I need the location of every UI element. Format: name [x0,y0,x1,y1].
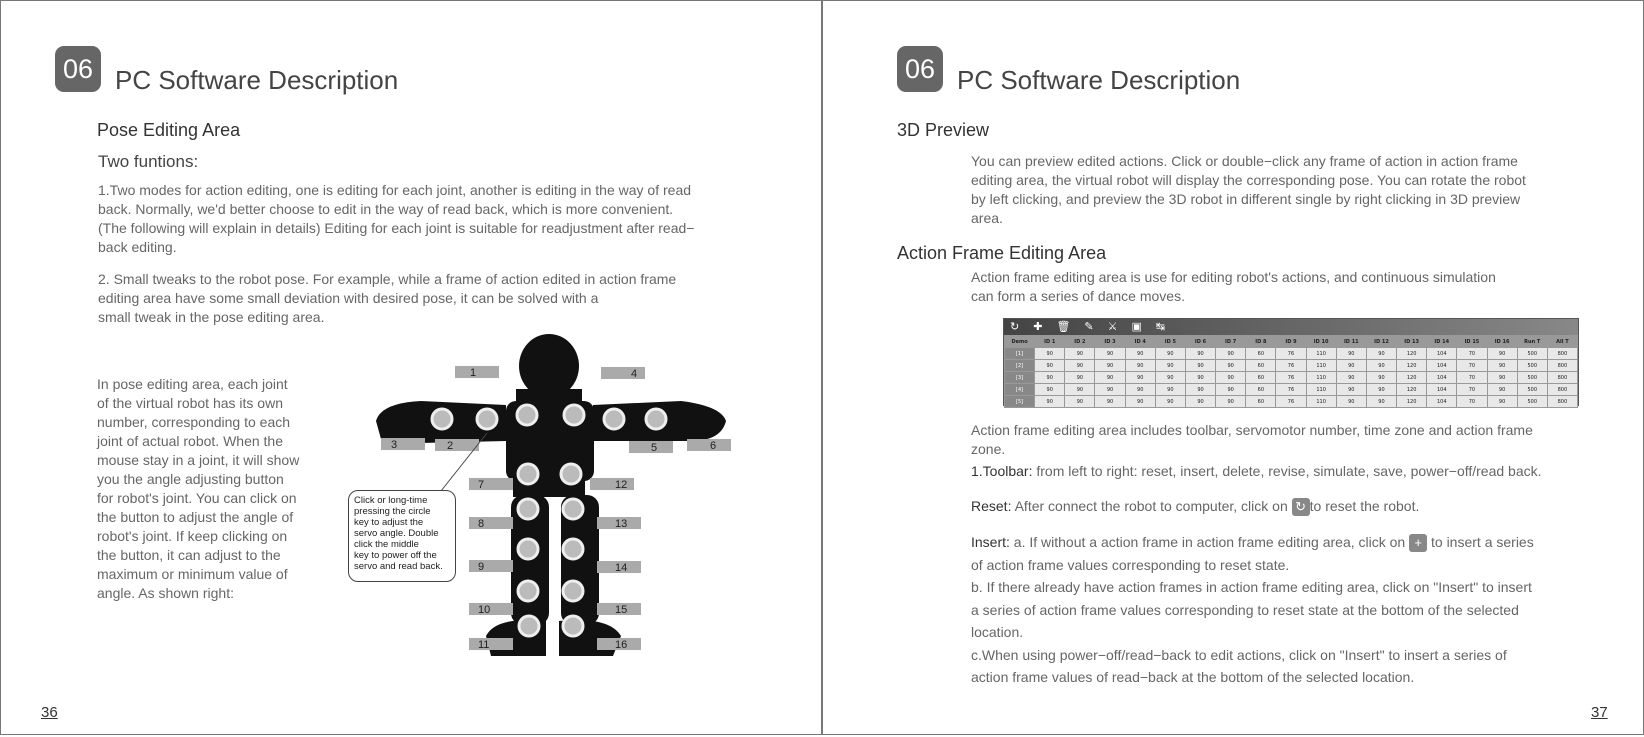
table-header-cell: All T [1547,336,1577,348]
reset-text: After connect the robot to computer, click on [1011,498,1292,514]
save-icon[interactable]: ▣ [1131,321,1142,333]
table-header-cell: ID 16 [1487,336,1517,348]
table-header-cell: Run T [1517,336,1547,348]
servo-value-cell[interactable]: 90 [1366,372,1396,384]
text-line: can form a series of dance moves. [971,288,1185,304]
power-off-read-back-icon[interactable]: ↹ [1155,321,1166,333]
toolbar-label: 1.Toolbar: [971,463,1033,479]
servo-value-cell[interactable]: 90 [1185,384,1215,396]
servo-value-cell[interactable]: 70 [1457,372,1487,384]
text-line: angle. As shown right: [97,585,234,601]
svg-text:8: 8 [478,518,485,530]
table-header-cell: ID 7 [1216,336,1246,348]
table-header-row [1005,336,1578,348]
text-line: Action frame editing area includes toolbar, servomotor number, time zone and action frame [971,422,1533,438]
text-line: back. Normally, we'd better choose to edit in the way of read back, which is more convenient. [98,201,674,217]
text-line: joint of actual robot. When the [97,433,283,449]
servo-value-cell[interactable]: 76 [1276,372,1306,384]
text-line: editing area have some small deviation with desired pose, it can be solved with a [98,290,599,306]
text-line: c.When using power−off/read−back to edit actions, click on "Insert" to insert a series of [971,646,1507,663]
svg-text:16: 16 [615,639,628,651]
servo-value-cell[interactable]: 90 [1336,384,1366,396]
subsection-heading: Two funtions: [98,152,199,171]
servo-value-cell[interactable]: 70 [1457,384,1487,396]
insert-icon[interactable]: ✚ [1033,321,1043,333]
text-line: you the angle adjusting button [97,471,284,487]
insert-text: a. If without a action frame in action frame editing area, click on [1009,534,1410,550]
servo-value-cell[interactable]: 104 [1427,384,1457,396]
servo-value-cell[interactable]: 90 [1155,348,1185,360]
toolbar-text: from left to right: reset, insert, delete, revise, simulate, save, power−off/read back. [1032,463,1542,479]
left-page [0,0,822,735]
svg-text:6: 6 [710,440,717,452]
servo-value-cell[interactable]: 110 [1306,396,1336,408]
svg-text:13: 13 [615,518,628,530]
servo-value-cell[interactable]: 90 [1065,372,1095,384]
text-line: location. [971,624,1024,640]
svg-text:12: 12 [615,479,628,491]
text-line: number, corresponding to each [97,414,291,430]
servo-value-cell[interactable]: 90 [1185,348,1215,360]
reset-icon[interactable]: ↻ [1010,321,1020,333]
servo-value-cell[interactable]: 90 [1125,360,1155,372]
text-line: action frame values of read−back at the bottom of the selected location. [971,669,1415,685]
servo-value-cell[interactable]: 110 [1306,360,1336,372]
servo-value-cell[interactable]: 76 [1276,396,1306,408]
servo-value-cell[interactable]: 90 [1216,360,1246,372]
afe-paragraph [971,268,1601,306]
servo-value-cell[interactable]: 90 [1487,372,1517,384]
servo-value-cell[interactable]: 90 [1065,396,1095,408]
servo-value-cell[interactable]: 90 [1185,372,1215,384]
table-header-cell: ID 15 [1457,336,1487,348]
table-row[interactable] [1005,360,1578,372]
text-line: by left clicking, and preview the 3D robot in different single by right clicking in 3D preview [971,191,1521,207]
servo-value-cell[interactable]: 500 [1517,372,1547,384]
servo-value-cell[interactable]: 110 [1306,348,1336,360]
frame-toolbar [1004,319,1578,335]
servo-value-cell[interactable]: 90 [1487,396,1517,408]
servo-value-cell[interactable]: 90 [1035,384,1065,396]
text-line: a series of action frame values corresponding to reset state at the bottom of the selected [971,601,1519,618]
svg-text:2: 2 [447,440,454,452]
servo-value-cell[interactable]: 500 [1517,348,1547,360]
servo-value-cell[interactable]: 60 [1246,360,1276,372]
table-header-cell: ID 12 [1366,336,1396,348]
servo-value-cell[interactable]: 90 [1155,396,1185,408]
table-header-cell: Demo [1005,336,1035,348]
servo-value-cell[interactable]: 800 [1547,396,1577,408]
servo-value-cell[interactable]: 90 [1487,384,1517,396]
svg-text:9: 9 [478,561,485,573]
paragraph-2 [98,270,738,327]
callout-line: servo angle. Double [354,528,439,539]
paragraph-1 [98,181,738,257]
servo-value-cell[interactable]: 500 [1517,396,1547,408]
servo-value-cell[interactable]: 60 [1246,348,1276,360]
servo-value-cell[interactable]: 90 [1095,396,1125,408]
servo-value-cell[interactable]: 90 [1125,348,1155,360]
servo-value-cell[interactable]: 90 [1095,372,1125,384]
servo-value-cell[interactable]: 90 [1035,348,1065,360]
servo-value-cell[interactable]: 60 [1246,372,1276,384]
servo-value-cell[interactable]: 70 [1457,396,1487,408]
table-header-cell: ID 13 [1397,336,1427,348]
servo-value-cell[interactable]: 110 [1306,372,1336,384]
table-header-cell: ID 8 [1246,336,1276,348]
frame-index-cell[interactable]: [1] [1005,348,1035,360]
table-body [1005,348,1578,408]
servo-value-cell[interactable]: 90 [1125,384,1155,396]
simulate-icon[interactable]: ⚔ [1107,321,1118,333]
servo-value-cell[interactable]: 90 [1035,372,1065,384]
servo-value-cell[interactable]: 90 [1366,348,1396,360]
servo-value-cell[interactable]: 90 [1185,396,1215,408]
servo-value-cell[interactable]: 90 [1125,396,1155,408]
servo-value-cell[interactable]: 70 [1457,360,1487,372]
text-line: for robot's joint. You can click on [97,490,297,506]
chapter-badge: 06 [55,46,101,92]
text-line: of the virtual robot has its own [97,395,283,411]
table-header-cell: ID 11 [1336,336,1366,348]
text-line: mouse stay in a joint, it will show [97,452,300,468]
callout-line: pressing the circle [354,506,431,517]
joint-callout [348,490,456,582]
text-line: zone. [971,441,1006,457]
text-line: back editing. [98,239,177,255]
callout-line: key to power off the [354,550,437,561]
servo-value-cell[interactable]: 90 [1216,384,1246,396]
table-row[interactable] [1005,372,1578,384]
servo-value-cell[interactable]: 120 [1397,360,1427,372]
servo-value-cell[interactable]: 90 [1155,372,1185,384]
servo-value-cell[interactable]: 90 [1336,372,1366,384]
table-header-cell: ID 6 [1185,336,1215,348]
includes-paragraph [971,421,1601,459]
servo-value-cell[interactable]: 90 [1216,348,1246,360]
table-header-cell: ID 5 [1155,336,1185,348]
page-title: PC Software Description [957,65,1241,95]
svg-text:4: 4 [631,368,638,380]
servo-value-cell[interactable]: 76 [1276,384,1306,396]
svg-text:3: 3 [391,439,398,451]
servo-value-cell[interactable]: 90 [1366,384,1396,396]
svg-text:14: 14 [615,562,628,574]
svg-text:7: 7 [478,479,485,491]
servo-value-cell[interactable]: 104 [1427,396,1457,408]
svg-text:10: 10 [478,604,491,616]
servo-value-cell[interactable]: 90 [1035,360,1065,372]
servo-value-cell[interactable]: 90 [1065,348,1095,360]
servo-value-cell[interactable]: 90 [1125,372,1155,384]
servo-value-cell[interactable]: 60 [1246,396,1276,408]
page-title: PC Software Description [115,65,399,95]
text-line: robot's joint. If keep clicking on [97,528,288,544]
servo-value-cell[interactable]: 800 [1547,348,1577,360]
servo-value-cell[interactable]: 90 [1185,360,1215,372]
servo-value-cell[interactable]: 90 [1336,360,1366,372]
text-line: (The following will explain in details) Editing for each joint is suitable for readjustment after read− [98,220,695,236]
servo-value-cell[interactable]: 90 [1095,360,1125,372]
text-line: area. [971,210,1003,226]
text-line: the button to adjust the angle of [97,509,294,525]
frame-index-cell[interactable]: [5] [1005,396,1035,408]
servo-value-cell[interactable]: 90 [1336,348,1366,360]
servo-value-cell[interactable]: 500 [1517,384,1547,396]
servo-value-cell[interactable]: 90 [1095,348,1125,360]
servo-value-cell[interactable]: 90 [1095,384,1125,396]
page-number: 37 [1591,704,1608,721]
callout-line: Click or long-time [354,495,428,506]
servo-value-cell[interactable]: 76 [1276,348,1306,360]
text-line: You can preview edited actions. Click or double−click any frame of action in action frame [971,153,1518,169]
page-number: 36 [41,704,58,721]
callout-line: servo and read back. [354,561,443,572]
servo-value-cell[interactable]: 76 [1276,360,1306,372]
servo-value-cell[interactable]: 90 [1366,360,1396,372]
reset-label: Reset: [971,498,1012,514]
svg-text:15: 15 [615,604,628,616]
chapter-badge: 06 [897,46,943,92]
text-line: the button, it can adjust to the [97,547,281,563]
text-line: editing area, the virtual robot will display the corresponding pose. You can rotate the robot [971,172,1526,188]
servo-value-cell[interactable]: 90 [1336,396,1366,408]
svg-text:5: 5 [651,442,658,454]
table-header-cell: ID 2 [1065,336,1095,348]
servo-value-cell[interactable]: 90 [1155,384,1185,396]
section-heading-action-frame: Action Frame Editing Area [897,243,1107,263]
servo-value-cell[interactable]: 90 [1155,360,1185,372]
text-line: Action frame editing area is use for editing robot's actions, and continuous simulation [971,269,1496,285]
table-header-cell: ID 1 [1035,336,1065,348]
table-row[interactable] [1005,384,1578,396]
servo-value-cell[interactable]: 90 [1487,348,1517,360]
servo-value-cell[interactable]: 500 [1517,360,1547,372]
table-header-cell: ID 9 [1276,336,1306,348]
text-line: 2. Small tweaks to the robot pose. For example, while a frame of action edited in action frame [98,271,677,287]
text-line: maximum or minimum value of [97,566,288,582]
section-heading: Pose Editing Area [97,120,241,140]
text-line: small tweak in the pose editing area. [98,309,325,325]
servo-value-cell[interactable]: 90 [1216,372,1246,384]
frame-index-cell[interactable]: [4] [1005,384,1035,396]
servo-value-cell[interactable]: 90 [1065,384,1095,396]
frame-index-cell[interactable]: [2] [1005,360,1035,372]
callout-line: key to adjust the [354,517,424,528]
toolbar-paragraph [971,462,1611,481]
servo-value-cell[interactable]: 120 [1397,396,1427,408]
frame-index-cell[interactable]: [3] [1005,372,1035,384]
reset-text-end: to reset the robot. [1309,498,1420,514]
svg-text:1: 1 [470,367,477,379]
servo-value-cell[interactable]: 60 [1246,384,1276,396]
text-line: of action frame values corresponding to reset state. [971,556,1290,573]
svg-text:11: 11 [478,639,490,651]
plus-icon: + [1409,534,1427,552]
insert-paragraph [971,531,1621,689]
servo-value-cell[interactable]: 800 [1547,360,1577,372]
delete-icon[interactable]: 🗑 [1056,321,1071,333]
table-header-cell: ID 3 [1095,336,1125,348]
servo-value-cell[interactable]: 104 [1427,372,1457,384]
text-line: b. If there already have action frames in action frame editing area, click on "Insert" to insert [971,579,1532,595]
revise-icon[interactable]: ✎ [1084,321,1094,333]
servo-value-cell[interactable]: 110 [1306,384,1336,396]
text-line: 1.Two modes for action editing, one is editing for each joint, another is editing in the way of read [98,182,692,198]
paragraph-3 [97,375,327,603]
servo-value-cell[interactable]: 70 [1457,348,1487,360]
reset-paragraph [971,497,1611,516]
text-line: In pose editing area, each joint [97,376,288,392]
callout-line: click the middle [354,539,419,550]
servo-value-cell[interactable]: 800 [1547,372,1577,384]
insert-label: Insert: [971,534,1010,550]
servo-value-cell[interactable]: 120 [1397,348,1427,360]
servo-value-cell[interactable]: 800 [1547,384,1577,396]
frame-table [1004,335,1578,408]
servo-value-cell[interactable]: 90 [1487,360,1517,372]
table-header-cell: ID 10 [1306,336,1336,348]
section-heading-3d-preview: 3D Preview [897,120,990,140]
servo-value-cell[interactable]: 104 [1427,348,1457,360]
servo-value-cell[interactable]: 90 [1366,396,1396,408]
table-header-cell: ID 4 [1125,336,1155,348]
servo-value-cell[interactable]: 120 [1397,372,1427,384]
table-row[interactable] [1005,396,1578,408]
servo-value-cell[interactable]: 90 [1035,396,1065,408]
insert-text-end: to insert a series [1427,534,1534,550]
preview-paragraph [971,152,1601,228]
table-header-cell: ID 14 [1427,336,1457,348]
table-row[interactable] [1005,348,1578,360]
servo-value-cell[interactable]: 90 [1216,396,1246,408]
reset-icon: ↻ [1292,498,1310,516]
servo-value-cell[interactable]: 90 [1065,360,1095,372]
action-frame-editor [1003,318,1579,406]
servo-value-cell[interactable]: 120 [1397,384,1427,396]
servo-value-cell[interactable]: 104 [1427,360,1457,372]
